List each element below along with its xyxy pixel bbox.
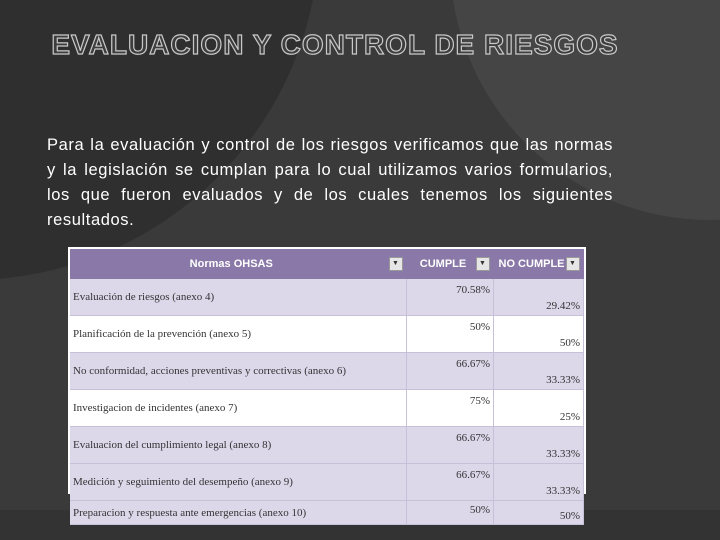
no-cumple-value: 25% xyxy=(494,390,584,427)
table-row xyxy=(70,353,584,390)
header-normas-label: Normas OHSAS xyxy=(189,258,273,270)
cumple-value: 66.67% xyxy=(407,464,494,501)
header-cumple-label: CUMPLE xyxy=(419,258,467,270)
cumple-value: 75% xyxy=(407,390,494,427)
cumple-value: 66.67% xyxy=(407,427,494,464)
header-cumple xyxy=(407,249,494,279)
no-cumple-value: 33.33% xyxy=(494,464,584,501)
slide-paragraph: Para la evaluación y control de los riesgos verificamos que las normas y la legislación se cumplan para lo cual utilizamos varios formularios, los que fueron evaluados y de los cuales tenemos los siguientes resultados. xyxy=(47,136,613,229)
row-label: Evaluacion del cumplimiento legal (anexo 8) xyxy=(70,427,407,464)
results-table-image xyxy=(68,247,586,522)
cumple-value: 70.58% xyxy=(407,279,494,316)
table-row xyxy=(70,279,584,316)
header-normas xyxy=(70,249,407,279)
filter-dropdown-icon[interactable]: ▼ xyxy=(476,257,490,271)
cumple-value: 50% xyxy=(407,316,494,353)
results-table xyxy=(70,249,584,525)
row-label: No conformidad, acciones preventivas y correctivas (anexo 6) xyxy=(70,353,407,390)
no-cumple-value: 50% xyxy=(494,316,584,353)
filter-dropdown-icon[interactable]: ▼ xyxy=(566,257,580,271)
no-cumple-value: 50% xyxy=(494,501,584,525)
table-row xyxy=(70,427,584,464)
header-no-cumple xyxy=(494,249,584,279)
filter-dropdown-icon[interactable]: ▼ xyxy=(389,257,403,271)
cumple-value: 50% xyxy=(407,501,494,525)
table-row xyxy=(70,316,584,353)
table-row xyxy=(70,390,584,427)
no-cumple-value: 33.33% xyxy=(494,353,584,390)
header-no-cumple-label: NO CUMPLE xyxy=(498,258,565,270)
slide-title: EVALUACION Y CONTROL DE RIESGOS xyxy=(51,29,619,60)
row-label: Evaluación de riesgos (anexo 4) xyxy=(70,279,407,316)
row-label: Planificación de la prevención (anexo 5) xyxy=(70,316,407,353)
no-cumple-value: 33.33% xyxy=(494,427,584,464)
row-label: Medición y seguimiento del desempeño (anexo 9) xyxy=(70,464,407,501)
table-row xyxy=(70,501,584,525)
row-label: Investigacion de incidentes (anexo 7) xyxy=(70,390,407,427)
table-row xyxy=(70,464,584,501)
table-header-row xyxy=(70,249,584,279)
cumple-value: 66.67% xyxy=(407,353,494,390)
no-cumple-value: 29.42% xyxy=(494,279,584,316)
row-label: Preparacion y respuesta ante emergencias (anexo 10) xyxy=(70,501,407,525)
